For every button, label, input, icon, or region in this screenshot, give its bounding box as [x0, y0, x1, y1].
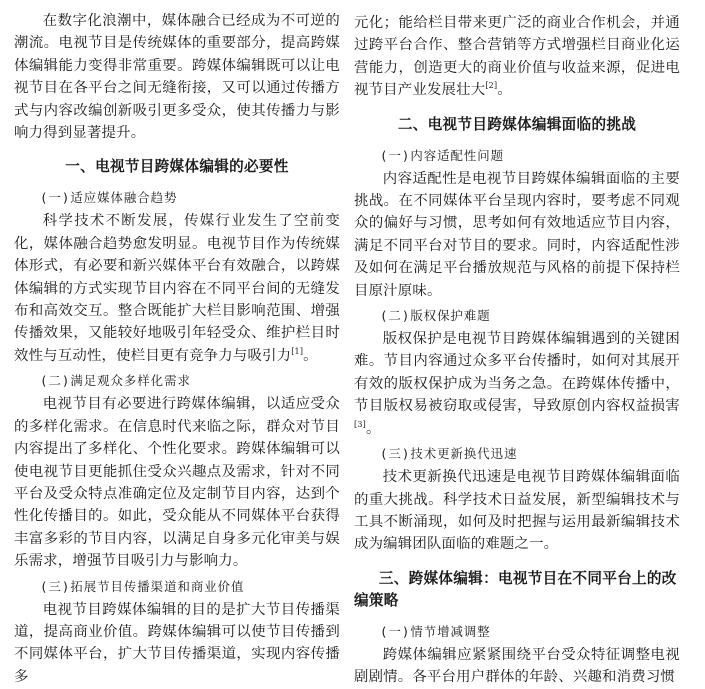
paragraph-end: 。: [497, 82, 512, 99]
section-2-subheading-2: (二)版权保护难题: [380, 308, 491, 324]
section-1-heading: 一、电视节目跨媒体编辑的必要性: [65, 158, 289, 176]
section-3-paragraph-1: 跨媒体编辑应紧紧围绕平台受众特征调整电视剧剧情。各平台用户群体的年龄、兴趣和消费习惯: [354, 646, 680, 686]
citation-ref: [3]: [354, 419, 366, 429]
continued-paragraph: [354, 12, 680, 102]
paragraph-text: 元化；能给栏目带来更广泛的商业合作机会，并通过跨平台合作、整合营销等方式增强栏目商业化运营能力，创造更大的商业价值与收益来源，促进电视节目产业发展壮大: [354, 15, 680, 99]
paragraph-text: 版权保护是电视节目跨媒体编辑遇到的关键困难。节目内容通过众多平台传播时，如何对其展开有效的版权保护成为当务之急。在跨媒体传播中，节目版权易被窃取或侵害，导致原创内容权益损害: [354, 331, 680, 415]
paragraph-end: 。: [303, 347, 318, 364]
paragraph-text: 科学技术不断发展，传媒行业发生了空前变化，媒体融合趋势愈发明显。电视节目作为传统媒体形式，有必要和新兴媒体平台有效融合，以跨媒体编辑的方式实现节目内容在不同平台间的无缝发布和高效交互。整合既能扩大栏目影响范围、增强传播效果，又能较好地吸引年轻受众、维护栏目时效性与互动性，使栏目更有竞争力与吸引力: [14, 213, 340, 364]
section-2-paragraph-3: 技术更新换代迅速是电视节目跨媒体编辑面临的重大挑战。科学技术日益发展，新型编辑技术与工具不断涌现，如何及时把握与运用最新编辑技术成为编辑团队面临的难题之一。: [354, 469, 680, 553]
intro-paragraph: 在数字化浪潮中，媒体融合已经成为不可逆的潮流。电视节目是传统媒体的重要部分，提高跨媒体编辑能力变得非常重要。跨媒体编辑既可以让电视节目在各平台之间无缝衔接，又可以通过传播方式与内容改编创新吸引更多受众，使其传播力与影响力得到显著提升。: [14, 13, 340, 142]
section-2-heading: 二、电视节目跨媒体编辑面临的挑战: [397, 115, 637, 133]
section-1-paragraph-3: 电视节目跨媒体编辑的目的是扩大节目传播渠道，提高商业价值。跨媒体编辑可以使节目传播到不同媒体平台，扩大节目传播渠道，实现内容传播多: [14, 601, 340, 685]
section-3-subheading-1: (一)情节增减调整: [380, 623, 491, 639]
section-2-subheading-3: (三)技术更新换代迅速: [380, 446, 518, 462]
right-column: [354, 12, 680, 689]
section-1-paragraph-1: [14, 210, 340, 367]
left-column: [14, 10, 340, 688]
section-1-subheading-1: (一)适应媒体融合趋势: [40, 190, 178, 206]
citation-ref: [2]: [485, 81, 498, 91]
section-1-subheading-3: (三)拓展节目传播渠道和商业价值: [40, 578, 245, 594]
section-2-paragraph-2: [354, 328, 680, 440]
section-3-heading: 三、跨媒体编辑：电视节目在不同平台上的改编策略: [354, 569, 677, 609]
section-1-subheading-2: (二)满足观众多样化需求: [40, 373, 191, 389]
paragraph-end: 。: [365, 420, 381, 437]
section-2-paragraph-1: 内容适配性是电视节目跨媒体编辑面临的主要挑战。在不同媒体平台呈现内容时，要考虑不同观众的偏好与习惯，思考如何有效地适应节目内容，满足不同平台对节目的要求。同时，内容适配性涉及如何在满足平台播放规范与风格的前提下保持栏目原汁原味。: [354, 170, 680, 299]
section-2-subheading-1: (一)内容适配性问题: [380, 147, 505, 163]
citation-ref: [1]: [291, 347, 304, 357]
section-1-paragraph-2: 电视节目有必要进行跨媒体编辑，以适应受众的多样化需求。在信息时代来临之际，群众对节目内容提出了多样化、个性化要求。跨媒体编辑可以使电视节目更能抓住受众兴趣点及需求，针对不同平台及受众特点准确定位及定制节目内容，达到个性化传播目的。如此，受众能从不同媒体平台获得丰富多彩的节目内容，以满足自身多元化审美与娱乐需求，增强节目吸引力与影响力。: [14, 396, 340, 570]
